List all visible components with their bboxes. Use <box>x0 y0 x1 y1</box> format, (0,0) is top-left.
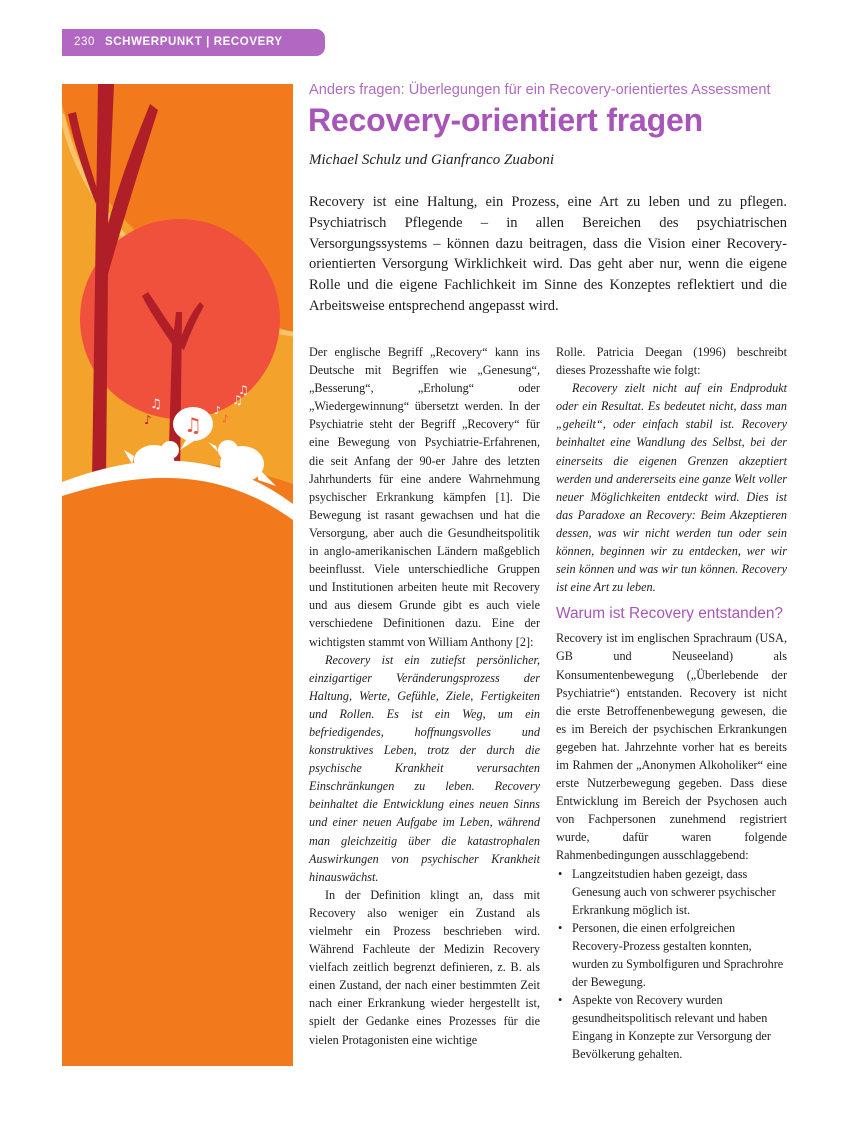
list-item-text: Personen, die einen erfolgreichen Recovery-Prozess gestalten konnten, wurden zu Symbolfiguren und Sprachrohre der Bewegung. <box>572 920 784 990</box>
list-item <box>556 991 787 1063</box>
article-lead: Recovery ist eine Haltung, ein Prozess, eine Art zu leben und zu pflegen. Psychiatrisch Pflegende – in allen Bereichen des psychiatrischen Versorgungssystems – können dazu beitragen, dass die Vision einer Recovery-orientierten Versorgung Wirklichkeit wird. Das geht aber nur, wenn die eigene Rolle und die eigene Fachlichkeit im Sinne des Konzeptes reflektiert und die Arbeitsweise entsprechend angepasst wird. <box>309 194 787 314</box>
article-kicker: Anders fragen: Überlegungen für ein Recovery-orientiertes Assessment <box>309 82 771 98</box>
list-item <box>556 919 787 991</box>
svg-text:♪: ♪ <box>144 413 152 427</box>
svg-text:♫: ♫ <box>232 393 243 407</box>
bullet-list <box>556 865 787 1064</box>
body-paragraph: Der englische Begriff „Recovery“ kann ins Deutsche mit Begriffen wie „Genesung“, „Besserung“, „Erholung“ oder „Wiedergewinnung“ übersetzt werden. In der Psychiatrie steht der Begriff „Recovery“ für eine Bewegung von Psychiatrie-Erfahrenen, die seit Anfang der 90-er Jahre des letzten Jahrhunderts für eine andere Wahrnehmung psychischer Erkrankung kämpfen [1]. Die Bewegung ist rasant gewachsen und hat die Versorgung, aber auch die Gesundheitspolitik in anglo-amerikanischen Ländern maßgeblich beeinflusst. Viele unterschiedliche Gruppen und Institutionen arbeiten heute mit Recovery und aus diesem Grunde gibt es auch viele verschiedene Definitionen dazu. Eine der wichtigsten stammt von William Anthony [2]: <box>309 345 540 649</box>
left-column <box>309 343 540 1049</box>
running-header <box>62 29 325 56</box>
page-number: 230 <box>74 36 95 48</box>
right-column <box>556 343 787 1064</box>
block-quote: Recovery zielt nicht auf ein Endprodukt oder ein Resultat. Es bedeutet nicht, dass man „geheilt“, oder einfach stabil ist. Recovery beinhaltet eine Wandlung des Selbst, bei der einerseits die eigenen Grenzen akzeptiert werden und andererseits eine ganze Welt voller neuer Möglichkeiten entdeckt wird. Dies ist das Paradoxe an Recovery: Beim Akzeptieren dessen, was wir nicht werden tun oder sein können, beginnen wir zu entdecken, wer wir sein können und was wir tun können. Recovery ist eine Art zu leben. <box>556 381 787 595</box>
body-paragraph: In der Definition klingt an, dass mit Recovery also weniger ein Zustand als vielmehr ein Prozess beschrieben wird. Während Fachleute der Medizin Recovery vielfach zeitlich begrenzt definieren, z. B. als einen Zustand, der nach einer bestimmten Zeit nach einer Erkrankung wieder hergestellt ist, spielt der Gedanke eines Prozesses für die vielen Protagonisten eine wichtige <box>309 887 540 1047</box>
list-item-text: Aspekte von Recovery wurden gesundheitspolitisch relevant und haben Eingang in Konzepte zur Versorgung der Bevölkerung gehalten. <box>572 993 771 1062</box>
svg-text:♫: ♫ <box>150 397 162 412</box>
list-item-text: Langzeitstudien haben gezeigt, dass Genesung auch von schwerer psychischer Erkrankung möglich ist. <box>572 866 776 917</box>
svg-text:♫: ♫ <box>184 413 202 437</box>
article-title: Recovery-orientiert fragen <box>308 102 703 138</box>
bullet-icon: • <box>558 866 563 881</box>
section-label: SCHWERPUNKT | RECOVERY <box>105 36 283 48</box>
body-paragraph: Rolle. Patricia Deegan (1996) beschreibt dieses Prozesshafte wie folgt: <box>556 345 787 378</box>
svg-text:♪: ♪ <box>214 404 222 417</box>
decorative-illustration <box>62 84 293 1066</box>
svg-text:♪: ♪ <box>222 414 229 425</box>
body-paragraph: Recovery ist im englischen Sprachraum (USA, GB und Neuseeland) als Konsumentenbewegung („Überlebende der Psychiatrie“) entstanden. Recovery ist nicht die erste Betroffenenbewegung gewesen, die es im Bereich der psychischen Erkrankungen gegeben hat. Jahrzehnte vorher hat es bereits im Rahmen der „Anonymen Alkoholiker“ eine erste Nutzerbewegung gegeben. Dass diese Entwicklung im Bereich der Psychosen auch von Fachpersonen zunehmend registriert wurde, dafür waren folgende Rahmenbedingungen ausschlaggebend: <box>556 631 787 863</box>
article-authors: Michael Schulz und Gianfranco Zuaboni <box>309 152 554 168</box>
bullet-icon: • <box>558 993 563 1008</box>
section-heading: Warum ist Recovery entstanden? <box>556 605 783 623</box>
bullet-icon: • <box>558 920 563 935</box>
block-quote: Recovery ist ein zutiefst persönlicher, einzigartiger Veränderungsprozess der Haltung, Werte, Gefühle, Ziele, Fertigkeiten und Rollen. Es ist ein Weg, um ein befriedigendes, hoffnungsvolles und konstruktives Leben, trotz der durch die psychische Krankheit verursachten Einschränkungen zu leben. Recovery beinhaltet die Entwicklung eines neuen Sinns und einer neuen Aufgabe im Leben, während man gleichzeitig über die katastrophalen Auswirkungen von psychischer Krankheit hinauswächst. <box>309 652 540 884</box>
list-item <box>556 865 787 919</box>
svg-text:♫: ♫ <box>238 383 249 397</box>
